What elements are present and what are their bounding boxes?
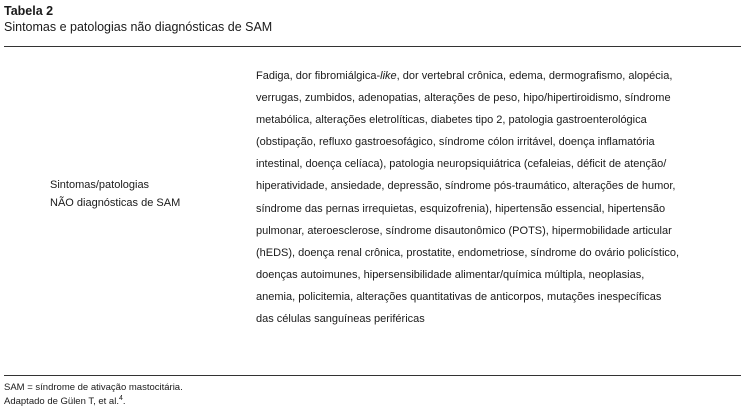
content-line-12: das células sanguíneas periféricas [256,313,425,326]
content-line-5: intestinal, doença celíaca), patologia neuropsiquiátrica (cefaleias, déficit de atenção/ [256,158,667,171]
row-content [256,65,728,330]
content-line-4: (obstipação, refluxo gastroesofágico, síndrome cólon irritável, doença inflamatória [256,136,655,149]
footnotes [4,381,183,409]
footnote-source-end: . [122,396,126,407]
footnote-abbreviation: SAM = síndrome de ativação mastocitária. [4,382,183,393]
content-line-7: síndrome das pernas irrequietas, esquizofrenia), hipertensão essencial, hipertensão [256,202,666,215]
content-line-6: hiperatividade, ansiedade, depressão, síndrome pós-traumático, alterações de humor, [256,180,676,193]
content-line-3: metabólica, alterações eletrolíticas, diabetes tipo 2, patologia gastroenterológica [256,114,647,127]
table-title: Tabela 2 [4,4,54,18]
row-label-line-1: Sintomas/patologias [50,179,150,191]
content-line-1 [256,65,728,87]
content-line-10: doenças autoimunes, hipersensibilidade alimentar/química múltipla, neoplasias, [256,268,645,281]
row-label-line-2: NÃO diagnósticas de SAM [50,197,181,209]
footnote-source [4,395,183,409]
content-line-9: (hEDS), doença renal crônica, prostatite, endometriose, síndrome do ovário policístico, [256,246,680,259]
content-line-1-italic: like [380,70,397,82]
table-subtitle: Sintomas e patologias não diagnósticas de SAM [4,20,273,34]
row-label [50,176,220,212]
content-line-11: anemia, policitemia, alterações quantitativas de anticorpos, mutações inespecíficas [256,290,662,303]
table-body [4,47,741,375]
content-line-1-pre: Fadiga, dor fibromiálgica- [256,70,381,82]
content-line-8: pulmonar, ateroesclerose, síndrome disautonômico (POTS), hipermobilidade articular [256,224,672,237]
content-line-2: verrugas, zumbidos, adenopatias, alterações de peso, hipo/hipertiroidismo, síndrome [256,92,671,105]
footnote-reference-number: 4 [118,394,123,402]
footnote-source-text: Adaptado de Gülen T, et al. [4,396,119,407]
bottom-rule [4,375,741,376]
content-line-1-post: , dor vertebral crônica, edema, dermografismo, alopécia, [396,70,673,82]
